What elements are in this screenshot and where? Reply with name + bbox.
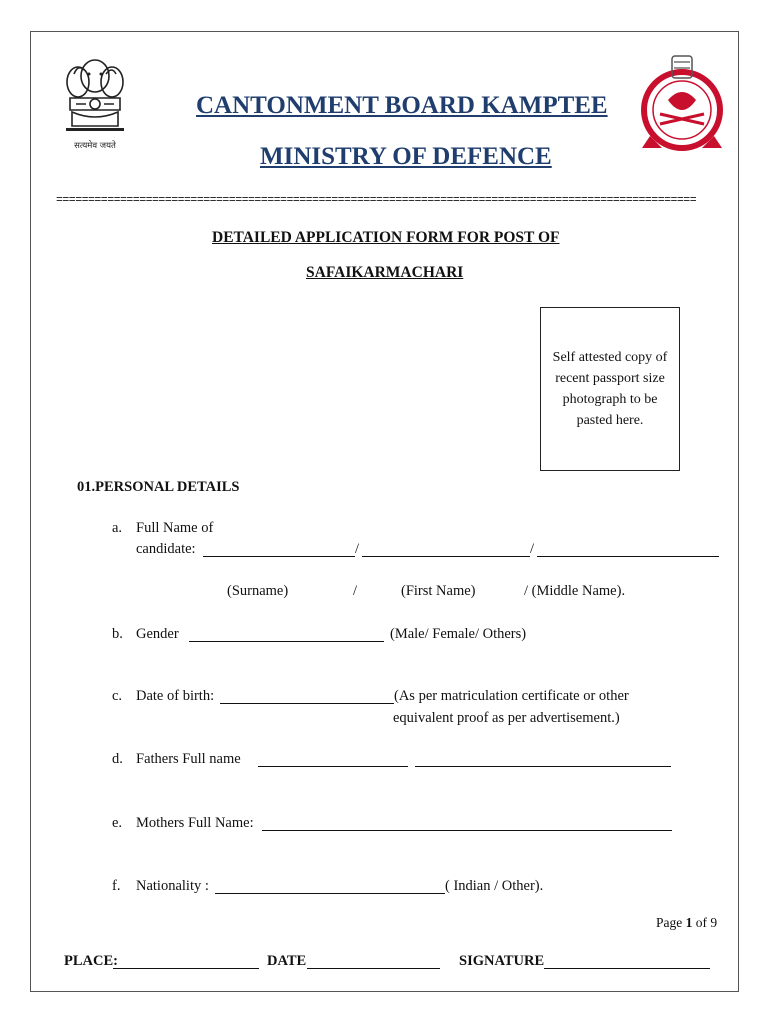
mother-name-label: Mothers Full Name: xyxy=(136,815,254,831)
father-name-field-1[interactable] xyxy=(258,766,408,767)
place-field[interactable] xyxy=(113,968,259,969)
section-title: 01.PERSONAL DETAILS xyxy=(77,479,240,495)
gender-options: (Male/ Female/ Others) xyxy=(390,626,527,642)
item-a-marker: a. xyxy=(112,520,123,536)
page-number xyxy=(656,915,717,931)
emblem-caption: सत्यमेव जयते xyxy=(74,141,116,151)
nationality-options: ( Indian / Other). xyxy=(445,878,544,894)
page-border xyxy=(30,31,739,992)
item-e-marker: e. xyxy=(112,815,123,831)
item-d-marker: d. xyxy=(112,751,123,767)
dob-note-2: equivalent proof as per advertisement.) xyxy=(393,710,620,726)
signature-label: SIGNATURE xyxy=(459,953,545,969)
date-label: DATE xyxy=(267,953,307,969)
item-a-label-2: candidate: xyxy=(136,541,196,557)
cantonment-seal-icon xyxy=(630,50,734,160)
father-name-label: Fathers Full name xyxy=(136,751,241,767)
item-a-slash-1: / xyxy=(355,541,360,557)
page-total: 9 xyxy=(710,915,718,930)
page-current: 1 xyxy=(685,915,693,930)
dob-label: Date of birth: xyxy=(136,688,215,704)
first-name-field[interactable] xyxy=(362,556,530,557)
post-name: SAFAIKARMACHARI xyxy=(306,264,464,281)
photo-box xyxy=(540,307,680,471)
surname-field[interactable] xyxy=(203,556,355,557)
gender-field[interactable] xyxy=(189,641,384,642)
caption-slash: / xyxy=(353,583,358,599)
first-name-caption: (First Name) xyxy=(401,583,476,599)
middle-name-field[interactable] xyxy=(537,556,719,557)
item-f-marker: f. xyxy=(112,878,121,894)
ministry-title: MINISTRY OF DEFENCE xyxy=(260,143,552,170)
gender-label: Gender xyxy=(136,626,179,642)
date-field[interactable] xyxy=(307,968,440,969)
page-prefix: Page xyxy=(656,915,683,930)
item-c-marker: c. xyxy=(112,688,123,704)
father-name-field-2[interactable] xyxy=(415,766,671,767)
board-title: CANTONMENT BOARD KAMPTEE xyxy=(196,92,608,119)
nationality-field[interactable] xyxy=(215,893,445,894)
place-label: PLACE: xyxy=(64,953,118,969)
national-emblem-icon xyxy=(56,52,134,152)
form-heading: DETAILED APPLICATION FORM FOR POST OF xyxy=(212,229,560,246)
surname-caption: (Surname) xyxy=(227,583,289,599)
signature-field[interactable] xyxy=(544,968,710,969)
nationality-label: Nationality : xyxy=(136,878,209,894)
header-separator: ==================================================================================================== xyxy=(56,194,697,207)
middle-name-caption: / (Middle Name). xyxy=(524,583,626,599)
item-b-marker: b. xyxy=(112,626,123,642)
item-a-slash-2: / xyxy=(530,541,535,557)
page-of: of xyxy=(695,915,707,930)
photo-box-text: Self attested copy of recent passport size photograph to be pasted here. xyxy=(552,350,668,428)
dob-note-1: (As per matriculation certificate or other xyxy=(394,688,629,704)
dob-field[interactable] xyxy=(220,703,394,704)
item-a-label: Full Name of xyxy=(136,520,214,536)
mother-name-field[interactable] xyxy=(262,830,672,831)
